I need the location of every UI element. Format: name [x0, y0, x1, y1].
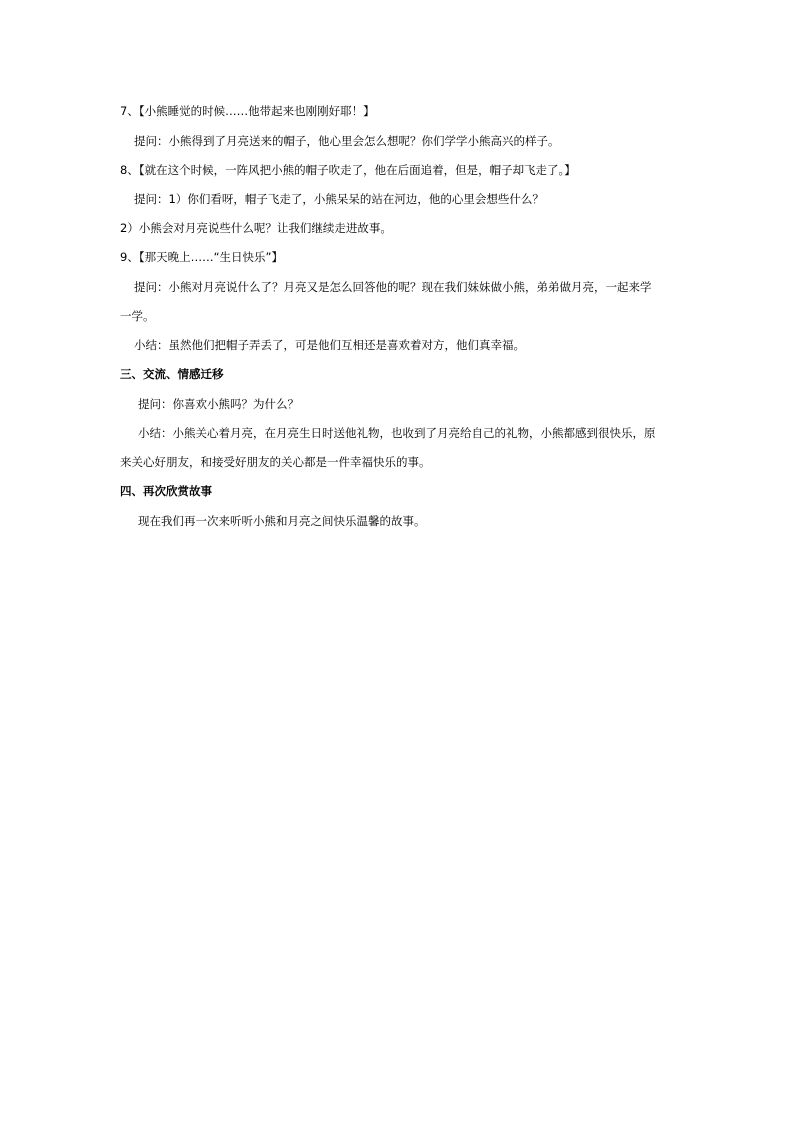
question-8-part-1: 提问：1）你们看呀，帽子飞走了，小熊呆呆的站在河边，他的心里会想些什么？: [134, 192, 544, 206]
summary-section-3-line-1: 小结：小熊关心着月亮，在月亮生日时送他礼物，也收到了月亮给自己的礼物，小熊都感到很快乐，原: [138, 426, 656, 440]
section-4-text: 现在我们再一次来听听小熊和月亮之间快乐温馨的故事。: [138, 514, 426, 528]
item-9-heading: 9、【那天晚上……“生日快乐”】: [120, 250, 283, 264]
question-9-line-1: 提问：小熊对月亮说什么了？月亮又是怎么回答他的呢？现在我们妹妹做小熊，弟弟做月亮，一起来学: [134, 280, 652, 294]
question-8-part-2: 2）小熊会对月亮说些什么呢？让我们继续走进故事。: [120, 221, 392, 235]
section-3-heading: 三、交流、情感迁移: [120, 367, 224, 381]
question-9-line-2: 一学。: [120, 309, 155, 323]
question-7: 提问：小熊得到了月亮送来的帽子，他心里会怎么想呢？你们学学小熊高兴的样子。: [134, 134, 560, 148]
question-section-3: 提问：你喜欢小熊吗？为什么？: [138, 397, 299, 411]
item-8-heading: 8、【就在这个时候，一阵风把小熊的帽子吹走了，他在后面追着，但是，帽子却飞走了。】: [120, 163, 576, 177]
summary-section-3-line-2: 来关心好朋友，和接受好朋友的关心都是一件幸福快乐的事。: [120, 455, 431, 469]
section-4-heading: 四、再次欣赏故事: [120, 484, 212, 498]
item-7-heading: 7、【小熊睡觉的时候……他带起来也刚刚好耶！】: [120, 104, 375, 118]
summary-9: 小结：虽然他们把帽子弄丢了，可是他们互相还是喜欢着对方，他们真幸福。: [134, 338, 525, 352]
